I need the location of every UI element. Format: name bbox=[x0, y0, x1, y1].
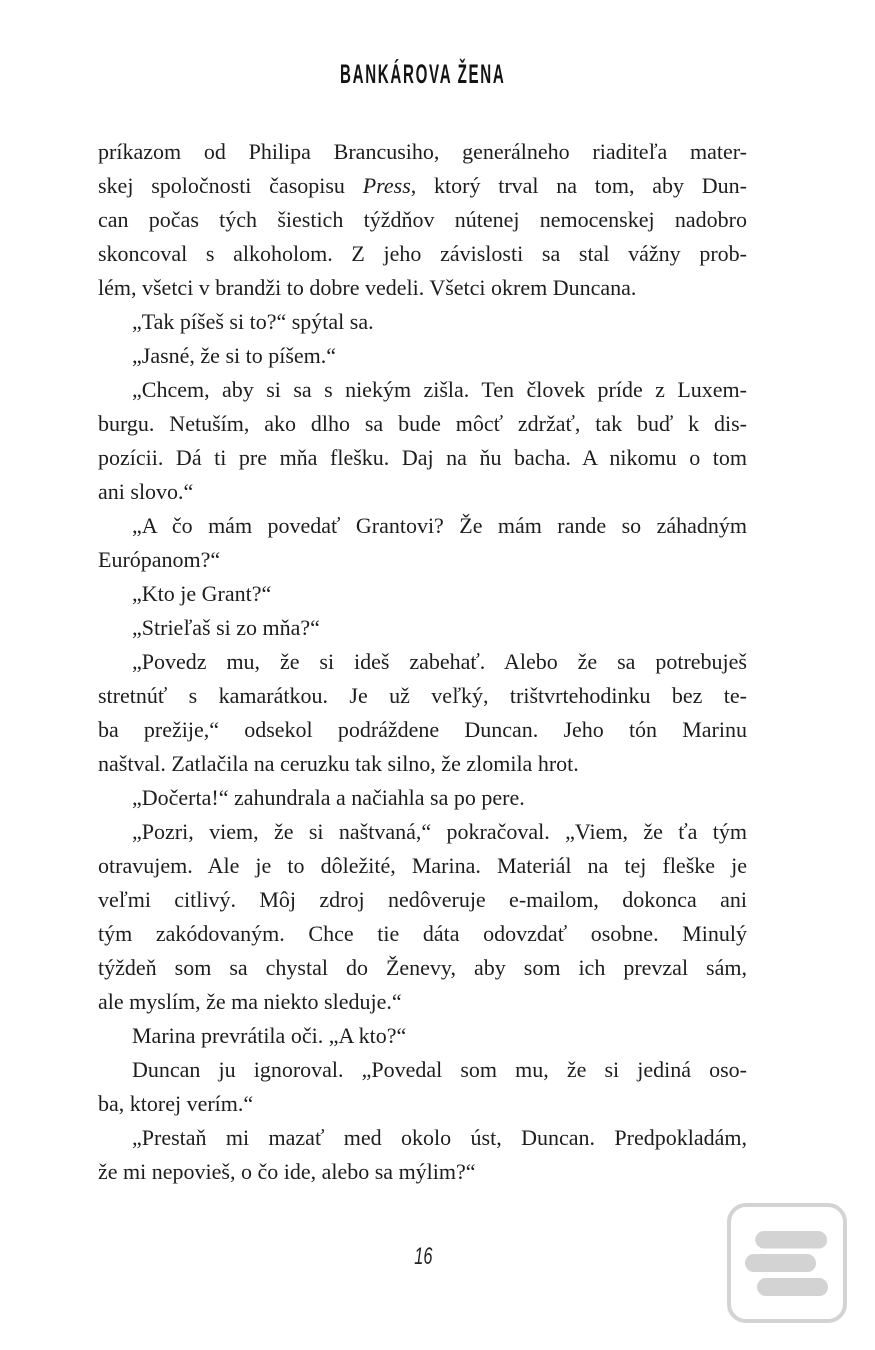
text-segment: „Tak píšeš si to?“ spýtal sa. bbox=[132, 309, 374, 334]
body-text bbox=[98, 135, 747, 1189]
text-segment: „A čo mám povedať Grantovi? Že mám rande so záhadným bbox=[132, 513, 747, 538]
text-line bbox=[98, 679, 747, 713]
text-segment: skoncoval s alkoholom. Z jeho závislosti sa stal vážny prob- bbox=[98, 241, 747, 266]
paragraph bbox=[98, 509, 747, 577]
text-line bbox=[98, 645, 747, 679]
text-segment: týždeň som sa chystal do Ženevy, aby som ich prevzal sám, bbox=[98, 955, 747, 980]
text-segment: tým zakódovaným. Chce tie dáta odovzdať osobne. Minulý bbox=[98, 921, 747, 946]
text-line bbox=[98, 339, 747, 373]
text-line bbox=[98, 985, 747, 1019]
text-line bbox=[98, 543, 747, 577]
text-line bbox=[98, 713, 747, 747]
text-line bbox=[98, 781, 747, 815]
paragraph bbox=[98, 1019, 747, 1053]
text-line bbox=[98, 509, 747, 543]
running-header bbox=[98, 58, 748, 90]
paragraph bbox=[98, 305, 747, 339]
text-line bbox=[98, 1121, 747, 1155]
text-line bbox=[98, 917, 747, 951]
text-line bbox=[98, 951, 747, 985]
text-line bbox=[98, 883, 747, 917]
text-line bbox=[98, 441, 747, 475]
page-number-value: 16 bbox=[413, 1243, 433, 1270]
text-line bbox=[98, 849, 747, 883]
text-line bbox=[98, 747, 747, 781]
text-line bbox=[98, 475, 747, 509]
text-segment: veľmi citlivý. Môj zdroj nedôveruje e-mailom, dokonca ani bbox=[98, 887, 747, 912]
text-segment: ale myslím, že ma niekto sleduje.“ bbox=[98, 989, 402, 1014]
text-segment: burgu. Netuším, ako dlho sa bude môcť zdržať, tak buď k dis- bbox=[98, 411, 747, 436]
text-segment: Duncan ju ignoroval. „Povedal som mu, že si jediná oso- bbox=[132, 1057, 747, 1082]
text-segment: „Prestaň mi mazať med okolo úst, Duncan. Predpokladám, bbox=[132, 1125, 747, 1150]
text-line bbox=[98, 169, 747, 203]
text-segment: Európanom?“ bbox=[98, 547, 221, 572]
text-segment: Marina prevrátila oči. „A kto?“ bbox=[132, 1023, 407, 1048]
paragraph bbox=[98, 135, 747, 305]
stacked-books-logo-icon bbox=[727, 1203, 847, 1323]
text-segment: naštval. Zatlačila na ceruzku tak silno, že zlomila hrot. bbox=[98, 751, 579, 776]
text-line bbox=[98, 1087, 747, 1121]
text-line bbox=[98, 815, 747, 849]
text-segment: stretnúť s kamarátkou. Je už veľký, trištvrtehodinku bez te- bbox=[98, 683, 747, 708]
paragraph bbox=[98, 815, 747, 1019]
text-line bbox=[98, 611, 747, 645]
text-segment: „Strieľaš si zo mňa?“ bbox=[132, 615, 320, 640]
paragraph bbox=[98, 781, 747, 815]
text-segment: ba prežije,“ odsekol podráždene Duncan. Jeho tón Marinu bbox=[98, 717, 747, 742]
text-segment: pozícii. Dá ti pre mňa flešku. Daj na ňu bacha. A nikomu o tom bbox=[98, 445, 747, 470]
text-segment: „Dočerta!“ zahundrala a načiahla sa po pere. bbox=[132, 785, 525, 810]
text-line bbox=[98, 1019, 747, 1053]
text-line bbox=[98, 373, 747, 407]
text-line bbox=[98, 407, 747, 441]
text-segment: , ktorý trval na tom, aby Dun- bbox=[410, 173, 747, 198]
text-segment: skej spoločnosti časopisu bbox=[98, 173, 363, 198]
paragraph bbox=[98, 373, 747, 509]
text-line bbox=[98, 135, 747, 169]
italic-text-segment: Press bbox=[362, 173, 411, 198]
text-line bbox=[98, 237, 747, 271]
text-segment: ba, ktorej verím.“ bbox=[98, 1091, 254, 1116]
paragraph bbox=[98, 645, 747, 781]
page-number bbox=[98, 1242, 748, 1272]
text-line bbox=[98, 271, 747, 305]
text-line bbox=[98, 1155, 747, 1189]
text-segment: „Pozri, viem, že si naštvaná,“ pokračoval. „Viem, že ťa tým bbox=[132, 819, 747, 844]
text-segment: „Chcem, aby si sa s niekým zišla. Ten človek príde z Luxem- bbox=[132, 377, 747, 402]
paragraph bbox=[98, 577, 747, 611]
text-line bbox=[98, 305, 747, 339]
text-segment: „Kto je Grant?“ bbox=[132, 581, 272, 606]
text-segment: príkazom od Philipa Brancusiho, generálneho riaditeľa mater- bbox=[98, 139, 747, 164]
text-segment: „Povedz mu, že si ideš zabehať. Alebo že sa potrebuješ bbox=[132, 649, 747, 674]
paragraph bbox=[98, 1121, 747, 1189]
running-header-title: BANKÁROVA ŽENA bbox=[340, 58, 506, 89]
paragraph bbox=[98, 611, 747, 645]
text-line bbox=[98, 577, 747, 611]
text-segment: lém, všetci v brandži to dobre vedeli. Všetci okrem Duncana. bbox=[98, 275, 637, 300]
text-line bbox=[98, 203, 747, 237]
paragraph bbox=[98, 1053, 747, 1121]
text-segment: že mi nepovieš, o čo ide, alebo sa mýlim?“ bbox=[98, 1159, 476, 1184]
text-segment: otravujem. Ale je to dôležité, Marina. Materiál na tej fleške je bbox=[98, 853, 747, 878]
text-line bbox=[98, 1053, 747, 1087]
text-segment: can počas tých šiestich týždňov nútenej nemocenskej nadobro bbox=[98, 207, 747, 232]
text-segment: ani slovo.“ bbox=[98, 479, 194, 504]
paragraph bbox=[98, 339, 747, 373]
text-segment: „Jasné, že si to píšem.“ bbox=[132, 343, 337, 368]
